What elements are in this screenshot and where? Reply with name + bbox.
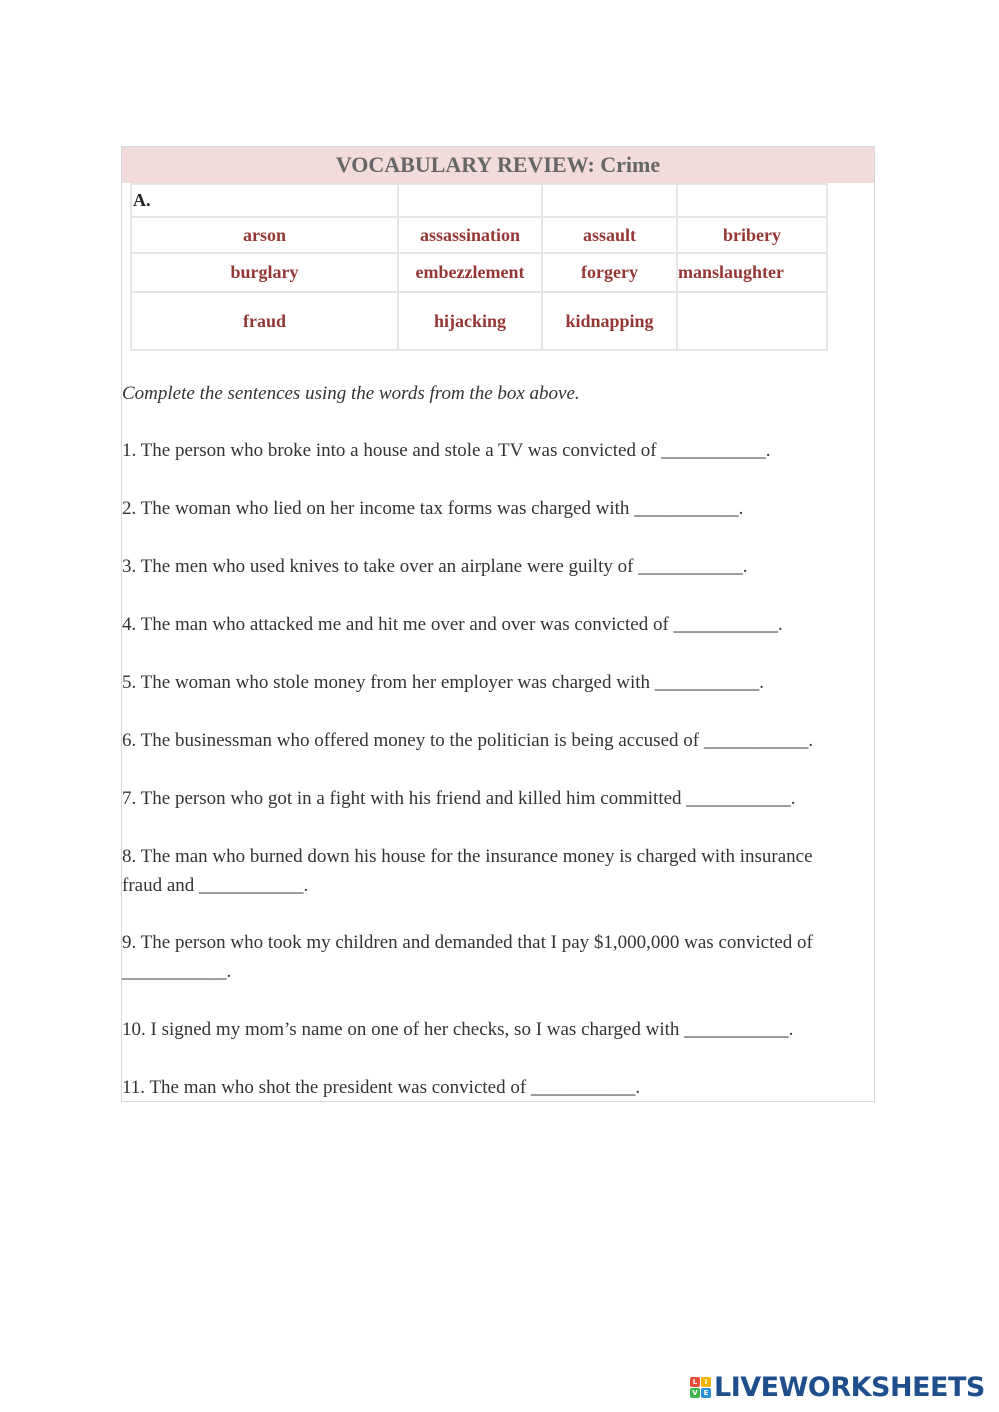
sentence-text: 3. The men who used knives to take over an airplane were guilty of ___________. — [122, 556, 748, 577]
word-manslaughter: manslaughter — [677, 253, 827, 292]
logo-mark-tile: L — [690, 1377, 700, 1387]
sentence-10[interactable] — [122, 1015, 862, 1044]
sentence-text: 9. The person who took my children and demanded that I pay $1,000,000 was convicted of — [122, 932, 813, 953]
sentence-5[interactable] — [122, 668, 862, 697]
empty-cell — [398, 184, 542, 217]
sentence-7[interactable] — [122, 784, 862, 813]
sentence-4[interactable] — [122, 610, 862, 639]
liveworksheets-logo[interactable] — [690, 1372, 985, 1402]
sentence-text: 10. I signed my mom’s name on one of her checks, so I was charged with ___________. — [122, 1019, 794, 1040]
sentence-text-continued: ___________. — [122, 961, 232, 982]
empty-cell — [542, 184, 677, 217]
logo-mark-tile: V — [690, 1388, 700, 1398]
word-arson: arson — [131, 217, 398, 253]
sentence-text: 11. The man who shot the president was convicted of ___________. — [122, 1077, 641, 1098]
sentence-6[interactable] — [122, 726, 862, 755]
word-box — [130, 183, 828, 351]
logo-mark-tile: E — [701, 1388, 711, 1398]
word-assault: assault — [542, 217, 677, 253]
sentence-text: 5. The woman who stole money from her employer was charged with ___________. — [122, 672, 765, 693]
sentence-3[interactable] — [122, 552, 862, 581]
word-assassination: assassination — [398, 217, 542, 253]
logo-text: LIVEWORKSHEETS — [714, 1371, 985, 1403]
word-fraud: fraud — [131, 292, 398, 350]
sentence-text-continued: fraud and ___________. — [122, 875, 309, 896]
sentence-text: 8. The man who burned down his house for the insurance money is charged with insurance — [122, 846, 813, 867]
word-kidnapping: kidnapping — [542, 292, 677, 350]
sentence-1[interactable] — [122, 436, 862, 465]
word-forgery: forgery — [542, 253, 677, 292]
sentence-text: 1. The person who broke into a house and stole a TV was convicted of ___________. — [122, 440, 771, 461]
logo-mark-tile: I — [701, 1377, 711, 1387]
sentence-9[interactable] — [122, 928, 862, 986]
sentence-text: 6. The businessman who offered money to the politician is being accused of ___________. — [122, 730, 814, 751]
worksheet — [121, 146, 875, 1102]
word-bribery: bribery — [677, 217, 827, 253]
sentence-text: 7. The person who got in a fight with his friend and killed him committed ___________. — [122, 788, 796, 809]
word-embezzlement: embezzlement — [398, 253, 542, 292]
sentence-8[interactable] — [122, 842, 862, 900]
instruction-text: Complete the sentences using the words from the box above. — [122, 383, 580, 404]
worksheet-title: VOCABULARY REVIEW: Crime — [122, 147, 874, 183]
word-hijacking: hijacking — [398, 292, 542, 350]
logo-mark-icon — [690, 1377, 711, 1398]
sentence-11[interactable] — [122, 1073, 862, 1102]
sentence-text: 4. The man who attacked me and hit me over and over was convicted of ___________. — [122, 614, 783, 635]
empty-cell — [677, 292, 827, 350]
word-burglary: burglary — [131, 253, 398, 292]
sentence-2[interactable] — [122, 494, 862, 523]
sentence-text: 2. The woman who lied on her income tax forms was charged with ___________. — [122, 498, 744, 519]
empty-cell — [677, 184, 827, 217]
section-label: A. — [131, 184, 398, 217]
